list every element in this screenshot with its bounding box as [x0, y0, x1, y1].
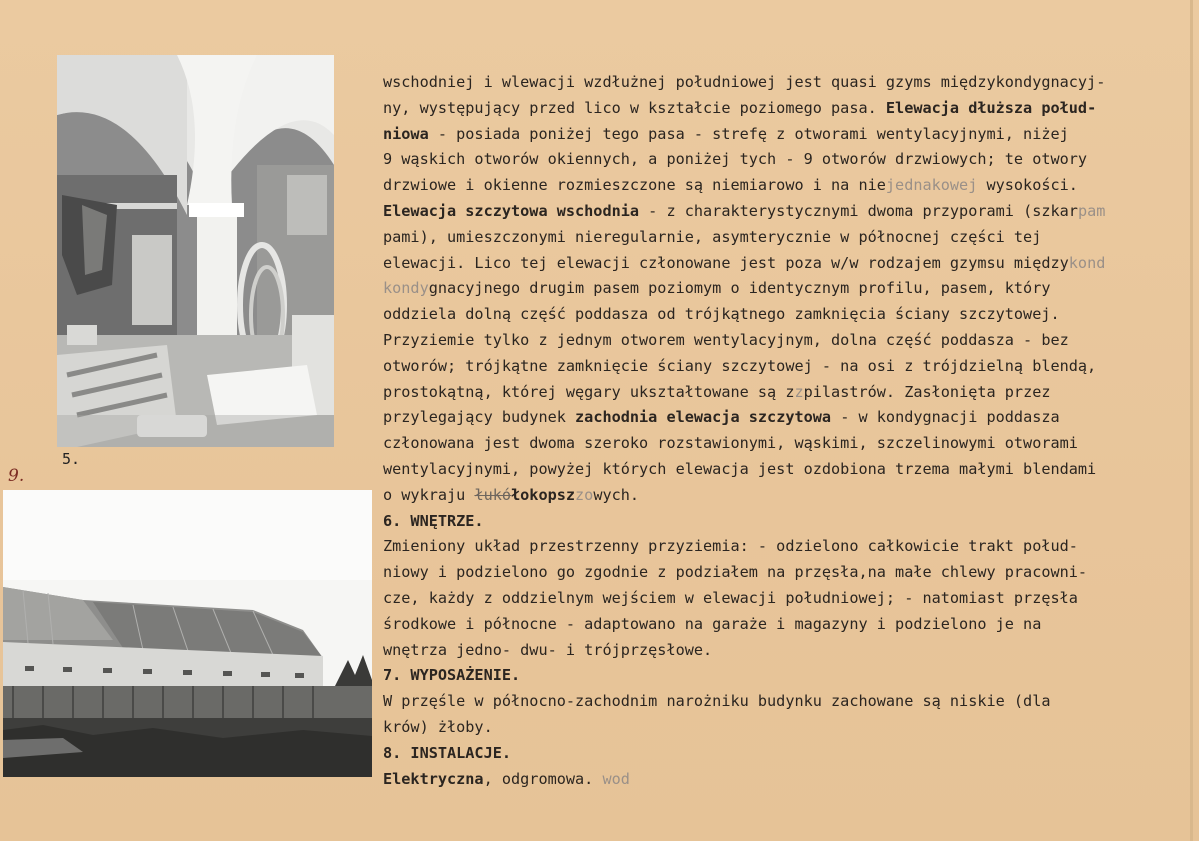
text-line	[383, 147, 1183, 173]
text-line	[383, 96, 1183, 122]
text-segment: Zmieniony układ przestrzenny przyziemia: - odzielono całkowicie trakt połud-	[383, 537, 1078, 556]
text-segment: W przęśle w północno-zachodnim narożniku budynku zachowane są niskie (dla	[383, 692, 1051, 711]
text-line	[383, 586, 1183, 612]
text-line	[383, 715, 1183, 741]
text-segment: drzwiowe i okienne rozmieszczone są niemiarowo i na nie	[383, 176, 886, 195]
text-segment: - posiada poniżej tego pasa - strefę z otworami wentylacyjnymi, niżej	[428, 124, 1069, 143]
text-segment: cze, każdy z oddzielnym wejściem w elewacji południowej; - natomiast przęsła	[383, 588, 1078, 607]
text-line	[383, 741, 1183, 767]
text-line	[383, 380, 1183, 406]
text-segment: 7. WYPOSAŻENIE.	[383, 666, 521, 685]
text-segment: kond	[1068, 253, 1106, 272]
photo2-caption-handwritten: 9.	[8, 466, 25, 486]
document-text	[383, 70, 1183, 792]
text-line	[383, 354, 1183, 380]
text-segment: zo	[575, 485, 594, 504]
text-segment: otworów; trójkątne zamknięcie ściany szczytowej - na osi z trójdzielną blendą,	[383, 356, 1097, 375]
text-segment: członowana jest dwoma szeroko rozstawionymi, wąskimi, szczelinowymi otworami	[383, 434, 1078, 453]
text-segment: oddziela dolną część poddasza od trójkątnego zamknięcia ściany szczytowej.	[383, 305, 1060, 324]
text-line	[383, 689, 1183, 715]
text-segment: łukó	[474, 485, 512, 504]
text-line	[383, 767, 1183, 793]
text-segment: 9 wąskich otworów okiennych, a poniżej tych - 9 otworów drzwiowych; te otwory	[383, 150, 1088, 169]
text-segment: wod	[602, 769, 630, 788]
text-segment: krów) żłoby.	[383, 717, 493, 736]
text-segment: gnacyjnego drugim pasem poziomym o identycznym profilu, pasem, który	[428, 279, 1051, 298]
text-segment: środkowe i północne - adaptowano na garaże i magazyny i podzielono je na	[383, 614, 1042, 633]
text-line	[383, 328, 1183, 354]
text-segment: niowa	[383, 124, 429, 143]
text-segment: prostokątną, której węgary ukształtowane są z	[383, 382, 795, 401]
text-segment: - w kondygnacji poddasza	[831, 408, 1060, 427]
text-segment: zachodnia elewacja szczytowa	[575, 408, 832, 427]
exterior-photo	[3, 490, 372, 777]
text-segment: ny, występujący przed lico w kształcie poziomego pasa.	[383, 98, 886, 117]
text-line	[383, 509, 1183, 535]
text-line	[383, 251, 1183, 277]
text-segment: Przyziemie tylko z jednym otworem wentylacyjnym, dolna część poddasza - bez	[383, 330, 1069, 349]
text-segment: wentylacyjnymi, powyżej których elewacja jest ozdobiona trzema małymi blendami	[383, 459, 1097, 478]
text-line	[383, 457, 1183, 483]
text-segment: o wykraju	[383, 485, 475, 504]
text-segment: kondy	[383, 279, 429, 298]
text-segment: Elektryczna	[383, 769, 484, 788]
text-line	[383, 122, 1183, 148]
text-line	[383, 431, 1183, 457]
text-line	[383, 276, 1183, 302]
text-line	[383, 560, 1183, 586]
text-segment: z	[794, 382, 804, 401]
text-line	[383, 405, 1183, 431]
text-segment: niowy i podzielono go zgodnie z podziałem na przęsła,na małe chlewy pracowni-	[383, 563, 1088, 582]
text-segment: - z charakterystycznymi dwoma przyporami (szkar	[639, 201, 1078, 220]
text-segment: 6. WNĘTRZE.	[383, 511, 484, 530]
text-segment: , odgromowa.	[483, 769, 603, 788]
text-segment: jednakowej	[885, 176, 978, 195]
text-line	[383, 225, 1183, 251]
text-segment: 8. INSTALACJE.	[383, 743, 512, 762]
text-line	[383, 638, 1183, 664]
text-segment: przylegający budynek	[383, 408, 576, 427]
text-segment: wysokości.	[977, 176, 1078, 195]
text-line	[383, 173, 1183, 199]
text-segment: Elewacja dłuższa połud-	[885, 98, 1097, 117]
text-segment: łokopsz	[511, 485, 576, 504]
text-line	[383, 534, 1183, 560]
text-line	[383, 70, 1183, 96]
text-segment: pami), umieszczonymi nieregularnie, asymterycznie w północnej części tej	[383, 227, 1042, 246]
interior-photo	[57, 55, 334, 447]
text-segment: wych.	[593, 485, 640, 504]
text-segment: elewacji. Lico tej elewacji członowane jest poza w/w rodzajem gzymsu między	[383, 253, 1069, 272]
text-line	[383, 483, 1183, 509]
text-line	[383, 663, 1183, 689]
text-segment: wschodniej i wlewacji wzdłużnej południowej jest quasi gzyms międzykondygnacyj-	[383, 73, 1106, 91]
text-segment: pilastrów. Zasłonięta przez	[803, 382, 1051, 401]
text-line	[383, 302, 1183, 328]
text-segment: Elewacja szczytowa wschodnia	[383, 201, 640, 220]
text-line	[383, 612, 1183, 638]
text-segment: pam	[1077, 201, 1106, 220]
text-line	[383, 199, 1183, 225]
card-edge	[1190, 0, 1193, 841]
text-segment: wnętrza jedno- dwu- i trójprzęsłowe.	[383, 640, 713, 659]
photo1-caption: 5.	[62, 450, 81, 468]
